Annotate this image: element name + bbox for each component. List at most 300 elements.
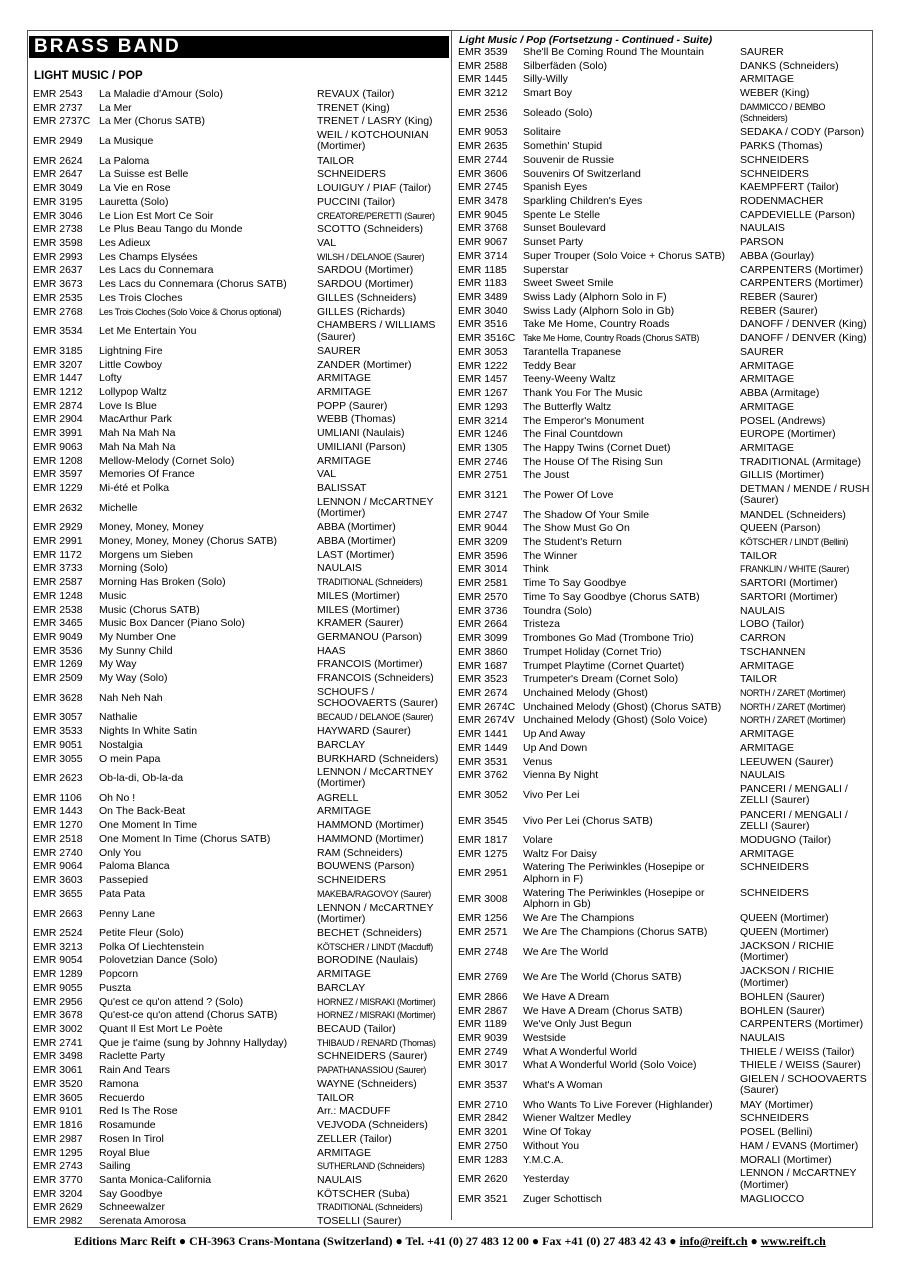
catalog-code: EMR 1267 (458, 387, 508, 400)
catalog-title: Wiener Waltzer Medley (523, 1112, 632, 1125)
catalog-code: EMR 3733 (33, 562, 83, 575)
catalog-row (458, 510, 872, 524)
catalog-row (33, 265, 443, 279)
catalog-row (33, 238, 443, 252)
catalog-row (458, 333, 872, 347)
catalog-row (458, 564, 872, 578)
catalog-title: Royal Blue (99, 1146, 150, 1159)
catalog-title: Rain And Tears (99, 1064, 171, 1077)
catalog-title: Say Goodbye (99, 1187, 163, 1200)
catalog-composer: NAULAIS (740, 1032, 785, 1045)
catalog-title: Les Adieux (99, 236, 151, 249)
catalog-row (33, 522, 443, 536)
catalog-composer: HAMMOND (Mortimer) (317, 832, 424, 845)
catalog-code: EMR 9055 (33, 981, 83, 994)
catalog-title: The Show Must Go On (523, 522, 630, 535)
catalog-composer: ARMITAGE (317, 1146, 372, 1159)
catalog-composer: JACKSON / RICHIE (Mortimer) (740, 939, 834, 964)
catalog-code: EMR 1208 (33, 454, 83, 467)
continued-title: Light Music / Pop (Fortsetzung - Continued - Suite) (459, 34, 713, 46)
catalog-title: Penny Lane (99, 907, 156, 920)
website-link[interactable]: www.reift.ch (760, 1234, 826, 1248)
catalog-title: Schneewalzer (99, 1201, 165, 1214)
catalog-composer: LENNON / McCARTNEY (Mortimer) (740, 1167, 857, 1191)
catalog-composer: ARMITAGE (740, 728, 795, 741)
catalog-composer: SARDOU (Mortimer) (317, 278, 414, 291)
catalog-composer: QUEEN (Mortimer) (740, 926, 829, 939)
catalog-code: EMR 1441 (458, 728, 508, 741)
catalog-code: EMR 3534 (33, 325, 83, 338)
catalog-title: Ob-la-di, Ob-la-da (99, 772, 184, 785)
catalog-row (33, 130, 443, 156)
catalog-composer: SAURER (740, 46, 784, 58)
catalog-code: EMR 3207 (33, 358, 83, 371)
catalog-title: Oh No ! (99, 791, 136, 804)
catalog-composer: DETMAN / MENDE / RUSH (Saurer) (740, 483, 870, 507)
catalog-row (33, 618, 443, 632)
email-link[interactable]: info@reift.ch (679, 1234, 748, 1248)
catalog-row (33, 1161, 443, 1175)
catalog-composer: CARRON (740, 632, 786, 645)
catalog-title: Sunset Boulevard (523, 222, 606, 235)
catalog-composer: REBER (Saurer) (740, 304, 818, 317)
catalog-composer: SAURER (317, 344, 361, 357)
catalog-title: Volare (523, 834, 553, 846)
catalog-composer: TRADITIONAL (Schneiders) (317, 577, 423, 588)
catalog-composer: HAYWARD (Saurer) (317, 725, 411, 738)
catalog-row (33, 169, 443, 183)
catalog-composer: ARMITAGE (740, 359, 795, 372)
catalog-composer: THIELE / WEISS (Saurer) (740, 1059, 861, 1072)
catalog-title: La Mer (99, 101, 132, 114)
catalog-row (33, 997, 443, 1011)
catalog-title: Thank You For The Music (523, 387, 643, 400)
catalog-row (458, 169, 872, 183)
catalog-title: My Way (99, 658, 137, 671)
catalog-title: Morning (Solo) (99, 562, 168, 575)
catalog-row (33, 969, 443, 983)
catalog-title: The Butterfly Waltz (523, 400, 612, 413)
catalog-title: My Way (Solo) (99, 672, 168, 685)
catalog-title: Lollypop Waltz (99, 385, 167, 398)
catalog-title: Teeny-Weeny Waltz (523, 373, 616, 386)
catalog-title: Silly-Willy (523, 73, 568, 86)
catalog-title: La Mer (Chorus SATB) (99, 115, 205, 128)
catalog-composer: REBER (Saurer) (740, 291, 818, 304)
catalog-composer: KRAMER (Saurer) (317, 617, 404, 630)
catalog-code: EMR 3053 (458, 345, 508, 358)
catalog-code: EMR 2743 (33, 1160, 83, 1173)
catalog-row (33, 456, 443, 470)
catalog-code: EMR 2747 (458, 508, 508, 521)
catalog-code: EMR 2740 (33, 846, 83, 859)
catalog-code: EMR 9045 (458, 208, 508, 221)
catalog-code: EMR 3762 (458, 769, 508, 782)
catalog-title: Toundra (Solo) (523, 604, 592, 617)
catalog-composer: ARMITAGE (317, 385, 372, 398)
catalog-code: EMR 2674C (458, 700, 516, 713)
catalog-code: EMR 2538 (33, 603, 83, 616)
catalog-row (33, 591, 443, 605)
catalog-title: Mi-été et Polka (99, 482, 170, 494)
catalog-row (458, 210, 872, 224)
catalog-title: Super Trouper (Solo Voice + Chorus SATB) (523, 249, 726, 262)
catalog-composer: UMLIANI (Naulais) (317, 427, 405, 440)
catalog-row (458, 443, 872, 457)
catalog-row (33, 103, 443, 117)
catalog-title: Nathalie (99, 711, 138, 724)
catalog-title: Smart Boy (523, 87, 573, 100)
catalog-code: EMR 2951 (458, 867, 508, 880)
catalog-row (33, 1010, 443, 1024)
catalog-composer: MAKEBA/RAGOVOY (Saurer) (317, 888, 431, 899)
catalog-code: EMR 3017 (458, 1059, 508, 1072)
catalog-title: Who Wants To Live Forever (Highlander) (523, 1098, 713, 1111)
catalog-row (458, 606, 872, 620)
catalog-code: EMR 3516C (458, 332, 516, 345)
catalog-title: Up And Away (523, 728, 586, 741)
catalog-title: Mah Na Mah Na (99, 440, 176, 453)
catalog-code: EMR 9053 (458, 126, 508, 139)
catalog-row (33, 632, 443, 646)
catalog-row (458, 941, 872, 967)
catalog-row (33, 726, 443, 740)
catalog-code: EMR 2737C (33, 115, 91, 128)
catalog-code: EMR 1172 (33, 548, 82, 561)
catalog-row (458, 347, 872, 361)
catalog-code: EMR 3536 (33, 644, 83, 657)
catalog-row (33, 875, 443, 889)
catalog-composer: AGRELL (317, 791, 359, 804)
catalog-code: EMR 2949 (33, 135, 83, 148)
catalog-code: EMR 1256 (458, 912, 508, 925)
footer (0, 1234, 900, 1249)
catalog-row (33, 605, 443, 619)
catalog-title: Mah Na Mah Na (99, 427, 176, 440)
catalog-composer: HAMMOND (Mortimer) (317, 819, 424, 832)
catalog-row (458, 661, 872, 675)
catalog-code: EMR 2588 (458, 59, 508, 72)
catalog-code: EMR 2993 (33, 250, 83, 263)
catalog-composer: ARMITAGE (740, 373, 795, 386)
catalog-row (33, 442, 443, 456)
catalog-title: Quant Il Est Mort Le Poète (99, 1023, 223, 1036)
catalog-code: EMR 3603 (33, 874, 83, 887)
catalog-title: Paloma Blanca (99, 860, 170, 873)
catalog-composer: PANCERI / MENGALI / ZELLI (Saurer) (740, 783, 848, 807)
catalog-composer: CARPENTERS (Mortimer) (740, 1018, 864, 1031)
catalog-code: EMR 2746 (458, 455, 508, 468)
catalog-composer: ABBA (Mortimer) (317, 521, 396, 534)
catalog-row (33, 848, 443, 862)
catalog-composer: SCHNEIDERS (317, 874, 386, 887)
catalog-title: Time To Say Goodbye (Chorus SATB) (523, 590, 700, 603)
catalog-title: Up And Down (523, 741, 588, 754)
catalog-row (458, 1047, 872, 1061)
catalog-title: Waltz For Daisy (523, 847, 597, 860)
catalog-title: Spente Le Stelle (523, 208, 601, 221)
catalog-composer: REVAUX (Tailor) (317, 88, 395, 100)
catalog-composer: POPP (Saurer) (317, 399, 388, 412)
catalog-code: EMR 3213 (33, 940, 83, 953)
catalog-composer: POSEL (Bellini) (740, 1126, 813, 1139)
catalog-code: EMR 1816 (33, 1119, 83, 1132)
catalog-composer: FRANCOIS (Mortimer) (317, 658, 423, 671)
catalog-row (33, 1038, 443, 1052)
catalog-title: We've Only Just Begun (523, 1018, 632, 1031)
catalog-row (458, 319, 872, 333)
catalog-composer: NAULAIS (740, 604, 785, 617)
catalog-composer: CHAMBERS / WILLIAMS (Saurer) (317, 319, 436, 343)
catalog-code: EMR 2536 (458, 106, 508, 119)
catalog-code: EMR 3204 (33, 1187, 83, 1200)
catalog-code: EMR 2635 (458, 140, 508, 153)
catalog-row (33, 834, 443, 848)
catalog-title: My Sunny Child (99, 644, 173, 657)
catalog-row (33, 793, 443, 807)
catalog-composer: ARMITAGE (740, 741, 795, 754)
catalog-row (33, 1051, 443, 1065)
catalog-title: Music (99, 589, 127, 602)
catalog-composer: THIBAUD / RENARD (Thomas) (317, 1037, 436, 1048)
catalog-row (458, 715, 872, 729)
catalog-code: EMR 2624 (33, 154, 83, 167)
catalog-title: What's A Woman (523, 1079, 603, 1092)
catalog-row (33, 428, 443, 442)
catalog-row (33, 820, 443, 834)
catalog-row (458, 278, 872, 292)
catalog-title: Money, Money, Money (99, 521, 204, 534)
catalog-code: EMR 9054 (33, 954, 83, 967)
catalog-title: Unchained Melody (Ghost) (523, 686, 648, 699)
catalog-row (458, 361, 872, 375)
catalog-title: Ramona (99, 1077, 139, 1090)
catalog-code: EMR 3606 (458, 167, 508, 180)
catalog-title: Lauretta (Solo) (99, 195, 169, 208)
catalog-row (458, 155, 872, 169)
catalog-row (33, 346, 443, 360)
catalog-title: Les Lacs du Connemara (99, 264, 214, 277)
catalog-title: Tristeza (523, 618, 560, 631)
catalog-code: EMR 1449 (458, 741, 508, 754)
catalog-row (33, 577, 443, 591)
catalog-composer: TAILOR (317, 1091, 355, 1104)
catalog-title: Recuerdo (99, 1091, 145, 1104)
catalog-code: EMR 2768 (33, 305, 83, 318)
catalog-code: EMR 9051 (33, 738, 83, 751)
catalog-title: Michelle (99, 501, 138, 514)
catalog-title: Superstar (523, 263, 569, 276)
catalog-row (33, 740, 443, 754)
catalog-code: EMR 2982 (33, 1215, 83, 1228)
catalog-code: EMR 9067 (458, 236, 508, 249)
catalog-code: EMR 3531 (458, 755, 508, 768)
catalog-composer: ARMITAGE (317, 372, 372, 385)
catalog-composer: Arr.: MACDUFF (317, 1105, 391, 1118)
catalog-title: The Final Countdown (523, 428, 623, 441)
catalog-row (458, 196, 872, 210)
catalog-composer: ABBA (Gourlay) (740, 249, 815, 262)
catalog-code: EMR 3860 (458, 645, 508, 658)
catalog-row (458, 888, 872, 914)
catalog-code: EMR 3214 (458, 414, 508, 427)
catalog-composer: NORTH / ZARET (Mortimer) (740, 701, 846, 712)
catalog-title: One Moment In Time (99, 819, 198, 832)
catalog-composer: TSCHANNEN (740, 645, 806, 658)
catalog-title: Petite Fleur (Solo) (99, 927, 184, 939)
catalog-code: EMR 1183 (458, 277, 507, 290)
catalog-row (458, 743, 872, 757)
catalog-code: EMR 3539 (458, 46, 508, 58)
catalog-row (33, 279, 443, 293)
catalog-title: The Emperor's Monument (523, 414, 645, 427)
catalog-code: EMR 2842 (458, 1112, 508, 1125)
catalog-title: Rosen In Tirol (99, 1132, 164, 1145)
catalog-row (33, 1106, 443, 1120)
catalog-row (33, 387, 443, 401)
catalog-composer: CARPENTERS (Mortimer) (740, 277, 864, 290)
catalog-title: Nights In White Satin (99, 725, 198, 738)
catalog-title: Unchained Melody (Ghost) (Chorus SATB) (523, 700, 722, 713)
catalog-code: EMR 1305 (458, 441, 508, 454)
catalog-row (33, 483, 443, 497)
catalog-code: EMR 1189 (458, 1018, 507, 1031)
catalog-code: EMR 1283 (458, 1153, 508, 1166)
catalog-row (458, 729, 872, 743)
catalog-row (458, 61, 872, 75)
catalog-row (33, 197, 443, 211)
catalog-code: EMR 2987 (33, 1132, 83, 1145)
catalog-title: Passepied (99, 874, 149, 887)
catalog-composer: NAULAIS (740, 222, 785, 235)
catalog-row (33, 861, 443, 875)
catalog-code: EMR 3478 (458, 194, 508, 207)
catalog-title: Let Me Entertain You (99, 325, 197, 338)
catalog-title: Vivo Per Lei (523, 789, 580, 801)
catalog-composer: KAEMPFERT (Tailor) (740, 181, 839, 194)
catalog-code: EMR 3185 (33, 344, 83, 357)
catalog-title: The Power Of Love (523, 489, 614, 502)
catalog-composer: SCOTTO (Schneiders) (317, 223, 423, 236)
catalog-composer: CARPENTERS (Mortimer) (740, 263, 864, 276)
catalog-row (33, 401, 443, 415)
catalog-row (458, 141, 872, 155)
catalog-row (33, 1134, 443, 1148)
catalog-composer: ABBA (Armitage) (740, 387, 820, 400)
catalog-code: EMR 2518 (33, 832, 83, 845)
catalog-code: EMR 2741 (33, 1036, 83, 1049)
catalog-row (33, 563, 443, 577)
catalog-code: EMR 2570 (458, 590, 508, 603)
catalog-composer: PARKS (Thomas) (740, 140, 823, 153)
catalog-code: EMR 3046 (33, 209, 83, 222)
catalog-code: EMR 1212 (33, 385, 83, 398)
catalog-title: Rosamunde (99, 1119, 156, 1132)
catalog-composer: VEJVODA (Schneiders) (317, 1119, 428, 1132)
catalog-composer: ARMITAGE (740, 847, 795, 860)
catalog-title: Memories Of France (99, 468, 195, 481)
catalog-title: Time To Say Goodbye (523, 577, 627, 590)
section-title: LIGHT MUSIC / POP (34, 70, 143, 82)
catalog-title: Music Box Dancer (Piano Solo) (99, 617, 245, 630)
catalog-title: We Are The World (523, 945, 609, 958)
catalog-row (33, 116, 443, 130)
catalog-code: EMR 3049 (33, 182, 83, 195)
catalog-code: EMR 2769 (458, 971, 508, 984)
catalog-composer: WEBER (King) (740, 87, 810, 100)
catalog-title: Think (523, 563, 549, 576)
catalog-code: EMR 1275 (458, 847, 508, 860)
catalog-composer: PUCCINI (Tailor) (317, 195, 396, 208)
catalog-title: We Are The World (Chorus SATB) (523, 971, 682, 984)
catalog-code: EMR 3597 (33, 468, 83, 481)
catalog-composer: DANOFF / DENVER (King) (740, 318, 867, 331)
catalog-code: EMR 2535 (33, 291, 83, 304)
catalog-title: Nostalgia (99, 738, 143, 751)
catalog-row (458, 1113, 872, 1127)
catalog-composer: MAGLIOCCO (740, 1192, 805, 1205)
catalog-composer: BOUWENS (Parson) (317, 860, 415, 873)
catalog-row (33, 307, 443, 321)
catalog-row (458, 784, 872, 810)
catalog-composer: TRADITIONAL (Armitage) (740, 455, 861, 468)
catalog-title: My Number One (99, 630, 177, 643)
catalog-code: EMR 2571 (458, 926, 508, 939)
catalog-row (458, 913, 872, 927)
catalog-title: Raclette Party (99, 1050, 165, 1063)
catalog-title: One Moment In Time (Chorus SATB) (99, 832, 271, 845)
catalog-composer: MANDEL (Schneiders) (740, 508, 846, 521)
catalog-composer: TAILOR (317, 154, 355, 167)
catalog-code: EMR 3489 (458, 291, 508, 304)
catalog-title: Swiss Lady (Alphorn Solo in F) (523, 291, 667, 304)
catalog-title: Sweet Sweet Smile (523, 277, 614, 290)
catalog-row (458, 292, 872, 306)
catalog-title: Le Plus Beau Tango du Monde (99, 223, 243, 236)
catalog-title: Zuger Schottisch (523, 1192, 602, 1205)
catalog-code: EMR 1457 (458, 373, 508, 386)
catalog-row (33, 1024, 443, 1038)
catalog-row (33, 293, 443, 307)
catalog-row (33, 983, 443, 997)
catalog-code: EMR 3057 (33, 711, 83, 724)
catalog-composer: LENNON / McCARTNEY (Mortimer) (317, 766, 434, 790)
catalog-title: Music (Chorus SATB) (99, 603, 200, 616)
catalog-composer: BORODINE (Naulais) (317, 954, 418, 967)
catalog-title: Lofty (99, 372, 122, 385)
catalog-row (33, 373, 443, 387)
catalog-code: EMR 1270 (33, 819, 83, 832)
catalog-title: We Are The Champions (523, 912, 635, 925)
catalog-title: Yesterday (523, 1173, 570, 1186)
footer-separator: ● (747, 1234, 761, 1248)
catalog-row (458, 849, 872, 863)
catalog-composer: GIELEN / SCHOOVAERTS (Saurer) (740, 1073, 867, 1097)
catalog-title: Venus (523, 755, 553, 768)
catalog-code: EMR 2991 (33, 534, 83, 547)
catalog-composer: CAPDEVIELLE (Parson) (740, 208, 855, 221)
catalog-title: Without You (523, 1139, 580, 1152)
catalog-title: Vienna By Night (523, 769, 599, 782)
catalog-title: The Winner (523, 549, 578, 562)
catalog-row (458, 633, 872, 647)
catalog-title: Lightning Fire (99, 344, 163, 357)
catalog-code: EMR 3596 (458, 549, 508, 562)
catalog-composer: KÖTSCHER (Suba) (317, 1187, 410, 1200)
catalog-composer: NAULAIS (317, 1173, 362, 1186)
catalog-title: Les Trois Cloches (99, 291, 183, 304)
catalog-title: Que je t'aime (sung by Johnny Hallyday) (99, 1036, 288, 1049)
